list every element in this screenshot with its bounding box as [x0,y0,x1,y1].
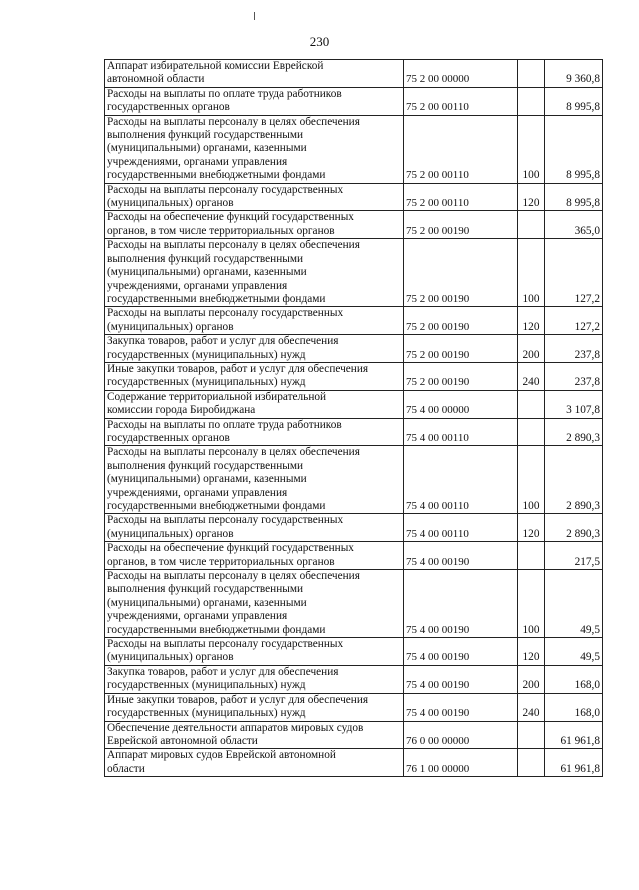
row-name-cell: Расходы на выплаты персоналу в целях обеспечения выполнения функций государственными (муниципальными) органами, казенными учреждениями, органами управления государственными внебюджетными фондами [105,115,404,183]
row-vr-cell [518,418,545,446]
row-name-cell: Расходы на выплаты по оплате труда работников государственных органов [105,418,404,446]
row-sum-cell: 237,8 [545,335,603,363]
table-row [105,362,603,390]
row-code-cell: 75 4 00 00190 [404,570,518,638]
row-name-cell: Расходы на выплаты персоналу государственных (муниципальных) органов [105,307,404,335]
row-sum-cell: 168,0 [545,693,603,721]
row-vr-cell [518,390,545,418]
scan-mark [254,12,255,20]
table-row [105,665,603,693]
table-row [105,335,603,363]
row-name-cell: Расходы на выплаты по оплате труда работников государственных органов [105,87,404,115]
row-code-cell: 75 2 00 00110 [404,183,518,211]
row-sum-cell: 8 995,8 [545,87,603,115]
row-vr-cell: 200 [518,665,545,693]
row-name-cell: Расходы на обеспечение функций государственных органов, в том числе территориальных органов [105,211,404,239]
budget-table [104,59,603,777]
row-sum-cell: 217,5 [545,542,603,570]
row-code-cell: 75 2 00 00190 [404,307,518,335]
row-name-cell: Обеспечение деятельности аппаратов мировых судов Еврейской автономной области [105,721,404,749]
table-row [105,418,603,446]
row-vr-cell: 100 [518,570,545,638]
table-row [105,749,603,777]
row-name-cell: Аппарат мировых судов Еврейской автономной области [105,749,404,777]
table-row [105,60,603,88]
row-code-cell: 75 2 00 00110 [404,87,518,115]
row-name-cell: Расходы на выплаты персоналу государственных (муниципальных) органов [105,183,404,211]
page-number: 230 [309,34,330,49]
row-name-cell: Содержание территориальной избирательной комиссии города Биробиджана [105,390,404,418]
row-sum-cell: 2 890,3 [545,418,603,446]
row-name-cell: Иные закупки товаров, работ и услуг для обеспечения государственных (муниципальных) нужд [105,693,404,721]
table-row [105,446,603,514]
row-name-cell: Закупка товаров, работ и услуг для обеспечения государственных (муниципальных) нужд [105,335,404,363]
row-code-cell: 75 4 00 00190 [404,693,518,721]
row-name-cell: Расходы на выплаты персоналу в целях обеспечения выполнения функций государственными (муниципальными) органами, казенными учреждениями, органами управления государственными внебюджетными фондами [105,446,404,514]
table-row [105,211,603,239]
table-row [105,693,603,721]
row-sum-cell: 9 360,8 [545,60,603,88]
table-row [105,307,603,335]
table-row [105,87,603,115]
row-vr-cell: 100 [518,115,545,183]
row-vr-cell [518,211,545,239]
row-code-cell: 75 2 00 00190 [404,211,518,239]
row-code-cell: 76 0 00 00000 [404,721,518,749]
table-row [105,570,603,638]
row-name-cell: Иные закупки товаров, работ и услуг для обеспечения государственных (муниципальных) нужд [105,362,404,390]
row-sum-cell: 237,8 [545,362,603,390]
table-row [105,390,603,418]
row-vr-cell: 100 [518,239,545,307]
row-sum-cell: 49,5 [545,570,603,638]
row-vr-cell: 120 [518,514,545,542]
row-sum-cell: 168,0 [545,665,603,693]
row-vr-cell: 120 [518,638,545,666]
row-code-cell: 75 4 00 00110 [404,446,518,514]
row-vr-cell: 240 [518,693,545,721]
row-vr-cell: 200 [518,335,545,363]
row-sum-cell: 3 107,8 [545,390,603,418]
row-code-cell: 75 4 00 00000 [404,390,518,418]
row-vr-cell [518,721,545,749]
row-sum-cell: 2 890,3 [545,446,603,514]
row-code-cell: 75 4 00 00190 [404,638,518,666]
row-vr-cell: 120 [518,183,545,211]
row-code-cell: 75 4 00 00110 [404,514,518,542]
row-sum-cell: 61 961,8 [545,721,603,749]
row-name-cell: Расходы на выплаты персоналу государственных (муниципальных) органов [105,638,404,666]
row-name-cell: Аппарат избирательной комиссии Еврейской автономной области [105,60,404,88]
row-sum-cell: 8 995,8 [545,183,603,211]
row-sum-cell: 127,2 [545,307,603,335]
row-code-cell: 75 2 00 00110 [404,115,518,183]
row-vr-cell [518,542,545,570]
table-row [105,542,603,570]
table-row [105,638,603,666]
row-name-cell: Расходы на выплаты персоналу государственных (муниципальных) органов [105,514,404,542]
row-name-cell: Расходы на выплаты персоналу в целях обеспечения выполнения функций государственными (муниципальными) органами, казенными учреждениями, органами управления государственными внебюджетными фондами [105,239,404,307]
row-sum-cell: 365,0 [545,211,603,239]
row-vr-cell: 100 [518,446,545,514]
row-code-cell: 75 2 00 00190 [404,335,518,363]
table-body [105,60,603,777]
row-vr-cell [518,60,545,88]
row-sum-cell: 61 961,8 [545,749,603,777]
row-sum-cell: 8 995,8 [545,115,603,183]
table-row [105,239,603,307]
row-name-cell: Закупка товаров, работ и услуг для обеспечения государственных (муниципальных) нужд [105,665,404,693]
row-vr-cell: 120 [518,307,545,335]
table-row [105,721,603,749]
row-name-cell: Расходы на выплаты персоналу в целях обеспечения выполнения функций государственными (муниципальными) органами, казенными учреждениями, органами управления государственными внебюджетными фондами [105,570,404,638]
row-vr-cell: 240 [518,362,545,390]
table-row [105,514,603,542]
row-code-cell: 75 4 00 00190 [404,542,518,570]
row-vr-cell [518,749,545,777]
row-code-cell: 76 1 00 00000 [404,749,518,777]
row-code-cell: 75 2 00 00190 [404,362,518,390]
row-name-cell: Расходы на обеспечение функций государственных органов, в том числе территориальных органов [105,542,404,570]
row-code-cell: 75 4 00 00190 [404,665,518,693]
table-row [105,183,603,211]
row-code-cell: 75 2 00 00190 [404,239,518,307]
row-code-cell: 75 4 00 00110 [404,418,518,446]
row-vr-cell [518,87,545,115]
row-sum-cell: 49,5 [545,638,603,666]
table-row [105,115,603,183]
row-sum-cell: 2 890,3 [545,514,603,542]
row-code-cell: 75 2 00 00000 [404,60,518,88]
row-sum-cell: 127,2 [545,239,603,307]
